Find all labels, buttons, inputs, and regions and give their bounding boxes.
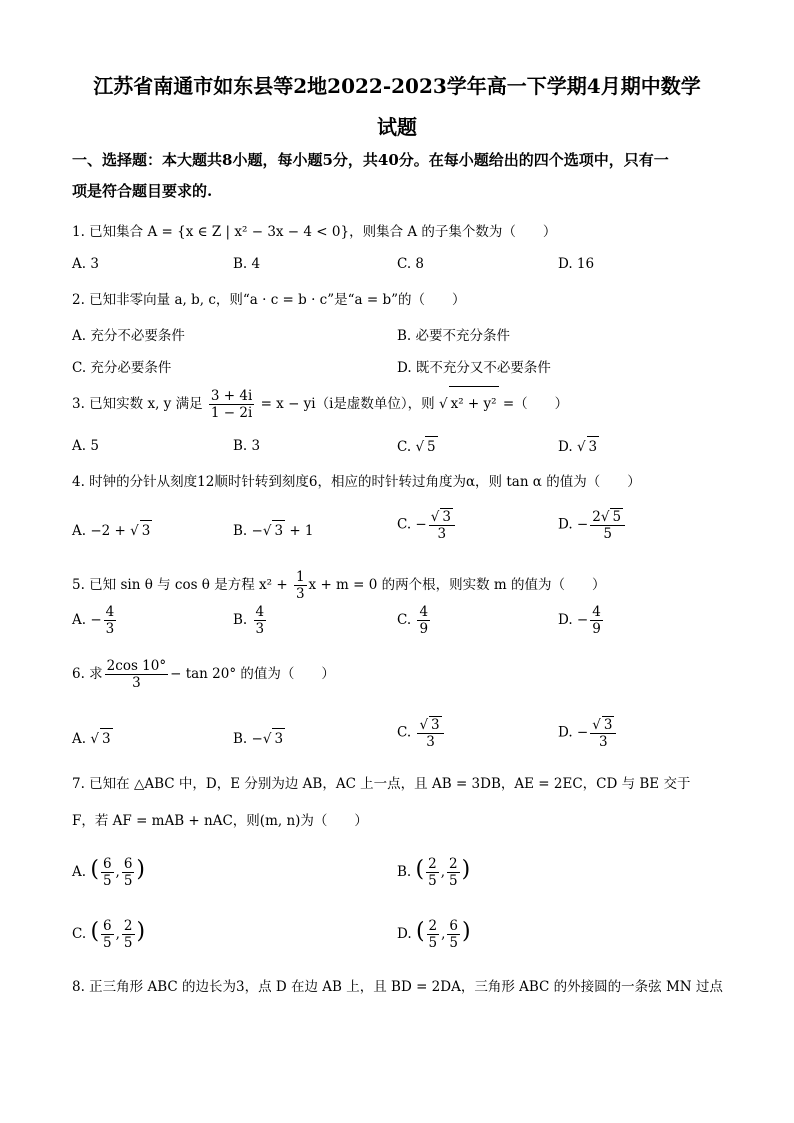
q2-option-d: D. 既不充分又不必要条件 [397, 360, 551, 376]
q4-option-c-fraction [429, 508, 455, 542]
q5-option-c-label: C. [397, 612, 416, 628]
q1-option-d: D. 16 [558, 256, 595, 272]
q2-option-b: B. 必要不充分条件 [397, 328, 511, 344]
sqrt-symbol: √ [438, 396, 448, 412]
section-heading-line2: 项是符合题目要求的. [72, 182, 213, 200]
q7-option-a-frac1 [101, 856, 114, 889]
q6-option-d-radicand: 3 [603, 717, 613, 733]
q3-end: =（ ） [502, 396, 569, 412]
q4-option-d-numerator: 2√ 5 [590, 508, 625, 526]
q6-option-b: B. −√ 3 [233, 728, 285, 749]
q3-option-c-label: C. [397, 439, 416, 455]
num: 6 [103, 918, 112, 934]
den: 5 [103, 935, 112, 951]
q6-numerator: 2cos 10° [106, 658, 167, 674]
q3-prefix: 3. 已知实数 x, y 满足 [72, 396, 203, 412]
q7-option-d-label: D. [397, 926, 412, 942]
q6-option-c-numerator: √ 3 [417, 716, 443, 734]
den: 5 [123, 935, 133, 951]
q5-option-c-fraction [417, 604, 430, 637]
q3-option-c-radicand: 5 [425, 436, 438, 457]
q7-option-a-frac2 [122, 856, 135, 889]
q3-fraction [209, 388, 254, 421]
question-1: 1. 已知集合 A = {x ∈ Z | x² − 3x − 4 < 0}，则集合 A 的子集个数为（ ） [72, 224, 557, 240]
q5-option-d-numerator: 4 [592, 604, 601, 620]
q5-prefix: 5. 已知 sin θ 与 cos θ 是方程 x² + [72, 577, 292, 593]
den: 5 [123, 873, 133, 889]
num: 6 [123, 856, 133, 872]
q7-option-c: C. ( $\frac{6}{5}$ , $\frac{2}{5}$ ) [72, 918, 146, 951]
q5-option-d [558, 604, 605, 637]
q4-option-c-label: C. − [397, 516, 427, 533]
q7-option-b-frac1 [426, 856, 439, 889]
question-7-line2: F，若 AF = mAB + nAC，则(m, n)为（ ） [72, 813, 368, 829]
q4-option-b: B. −√ 3 + 1 [233, 520, 314, 541]
q6-option-d-numerator: √ 3 [590, 716, 616, 734]
den: 5 [428, 935, 438, 951]
q6-option-d [558, 716, 618, 750]
q5-option-b-fraction [254, 604, 267, 637]
den: 5 [102, 873, 112, 889]
q4-option-d-radicand: 5 [612, 509, 622, 525]
q6-denominator: 3 [132, 675, 141, 691]
q5-option-a-numerator: 4 [105, 604, 115, 620]
q6-option-c-denominator: 3 [426, 734, 435, 750]
q3-option-d-label: D. [558, 439, 577, 455]
q3-option-d: D. √ 3 [558, 436, 599, 457]
q6-option-a: A. √ 3 [72, 728, 113, 749]
q4-option-d-denominator: 5 [603, 526, 612, 542]
q5-option-b-numerator: 4 [255, 604, 265, 620]
q7-option-c-frac1 [101, 918, 114, 951]
q7-option-d-frac2 [447, 918, 460, 951]
q4-option-d-fraction [590, 508, 625, 542]
question-7-line1: 7. 已知在 △ABC 中，D，E 分别为边 AB，AC 上一点，且 AB = 3DB，AE = 2EC，CD 与 BE 交于 [72, 776, 691, 792]
question-4: 4. 时钟的分针从刻度12顺时针转到刻度6，相应的时针转过角度为α，则 tan α 的值为（ ） [72, 474, 641, 490]
q4-option-b-label: B. − [233, 523, 263, 539]
q5-numerator: 1 [295, 569, 305, 585]
section-heading-line1: 一、选择题：本大题共8小题，每小题5分，共40分。在每小题给出的四个选项中，只有一 [72, 151, 669, 169]
q5-fraction [294, 569, 307, 602]
q5-option-c-denominator: 9 [419, 621, 429, 637]
q5-option-b-label: B. [233, 612, 252, 628]
q7-option-b: B. ( $\frac{2}{5}$ , $\frac{2}{5}$ ) [397, 856, 471, 889]
q5-option-a-denominator: 3 [105, 621, 115, 637]
q4-option-c-radicand: 3 [442, 509, 451, 525]
q3-middle: = x − yi（i是虚数单位），则 [260, 396, 435, 412]
q5-option-b [233, 604, 268, 637]
q7-option-c-label: C. [72, 926, 87, 942]
q4-option-c-numerator: √ 3 [429, 508, 455, 526]
exam-title-line1: 江苏省南通市如东县等2地2022-2023学年高一下学期4月期中数学 [93, 74, 701, 98]
den: 5 [428, 873, 437, 889]
num: 6 [102, 856, 112, 872]
q3-option-b: B. 3 [233, 438, 261, 454]
question-5 [72, 568, 606, 602]
num: 2 [123, 918, 133, 934]
q4-option-c [397, 508, 457, 542]
num: 2 [449, 856, 458, 872]
q4-option-d-label: D. − [558, 516, 589, 533]
q5-option-a [72, 604, 118, 637]
q3-option-d-radicand: 3 [587, 436, 600, 457]
q3-denominator: 1 − 2i [210, 405, 253, 421]
q6-option-c [397, 716, 446, 750]
q6-option-c-fraction [417, 716, 443, 750]
q5-option-c-numerator: 4 [419, 604, 429, 620]
q1-option-a: A. 3 [72, 256, 99, 272]
q4-option-c-denominator: 3 [437, 526, 447, 542]
q6-option-d-denominator: 3 [599, 734, 608, 750]
q5-option-a-label: A. − [72, 612, 102, 628]
q3-radicand: x² + y² [449, 386, 499, 421]
q6-option-b-radicand: 3 [272, 728, 285, 749]
q7-option-d: D. ( $\frac{2}{5}$ , $\frac{6}{5}$ ) [397, 918, 471, 951]
q4-option-b-tail: + 1 [285, 523, 314, 539]
q6-option-c-label: C. [397, 724, 416, 741]
q4-option-a-label: A. −2 + [72, 523, 131, 539]
num: 2 [428, 856, 437, 872]
q7-option-b-frac2 [447, 856, 460, 889]
q5-option-c [397, 604, 432, 637]
q4-option-d [558, 508, 627, 542]
q6-option-a-radicand: 3 [100, 728, 113, 749]
q5-option-d-label: D. − [558, 612, 589, 628]
q4-option-a-radicand: 3 [140, 520, 153, 541]
q6-suffix: − tan 20° 的值为（ ） [170, 666, 335, 682]
q2-option-a: A. 充分不必要条件 [72, 328, 185, 344]
q5-option-d-fraction [590, 604, 603, 637]
q4-option-a: A. −2 + √ 3 [72, 520, 152, 541]
question-2: 2. 已知非零向量 a, b, c，则“a · c = b · c”是“a = b”的（ ） [72, 292, 466, 308]
q1-option-c: C. 8 [397, 256, 425, 272]
q4-option-b-radicand: 3 [272, 520, 285, 541]
q7-option-c-frac2 [122, 918, 135, 951]
q6-option-c-radicand: 3 [431, 717, 440, 733]
den: 5 [449, 935, 459, 951]
q4-option-d-coef: 2 [592, 509, 601, 525]
num: 6 [449, 918, 459, 934]
den: 5 [449, 873, 458, 889]
q6-fraction [105, 658, 168, 691]
q5-suffix: x + m = 0 的两个根，则实数 m 的值为（ ） [308, 577, 606, 593]
q2-option-c: C. 充分必要条件 [72, 360, 172, 376]
q1-option-b: B. 4 [233, 256, 261, 272]
q7-option-b-label: B. [397, 864, 412, 880]
q6-option-d-label: D. − [558, 724, 589, 741]
q3-option-a: A. 5 [72, 438, 99, 454]
q6-option-b-label: B. − [233, 731, 263, 747]
question-6 [72, 656, 335, 692]
q7-option-a: A. ( $\frac{6}{5}$ , $\frac{6}{5}$ ) [72, 856, 146, 889]
num: 2 [428, 918, 438, 934]
q6-option-d-fraction [590, 716, 616, 750]
q6-option-a-label: A. [72, 731, 91, 747]
q7-option-a-label: A. [72, 864, 87, 880]
q6-prefix: 6. 求 [72, 666, 103, 682]
question-3 [72, 386, 568, 421]
q5-option-d-denominator: 9 [592, 621, 601, 637]
q5-option-b-denominator: 3 [255, 621, 265, 637]
q3-option-c: C. √ 5 [397, 436, 438, 457]
q5-denominator: 3 [295, 586, 305, 602]
q5-option-a-fraction [104, 604, 117, 637]
q3-numerator: 3 + 4i [210, 388, 253, 404]
q7-option-d-frac1 [427, 918, 440, 951]
exam-title-line2: 试题 [377, 115, 417, 139]
question-8: 8. 正三角形 ABC 的边长为3，点 D 在边 AB 上，且 BD = 2DA，三角形 ABC 的外接圆的一条弦 MN 过点 [72, 979, 723, 995]
